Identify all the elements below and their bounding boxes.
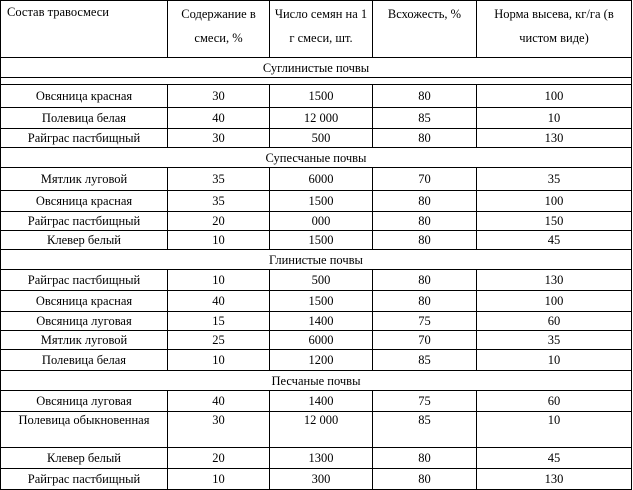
cell-germination: 85 (373, 108, 477, 129)
cell-seeds: 300 (270, 469, 373, 490)
cell-germination: 80 (373, 191, 477, 212)
cell-content: 40 (168, 391, 270, 412)
cell-rate: 45 (477, 448, 632, 469)
cell-species: Овсяница луговая (1, 312, 168, 331)
cell-rate: 130 (477, 469, 632, 490)
cell-content: 30 (168, 412, 270, 448)
table-row (1, 231, 632, 250)
cell-content: 10 (168, 350, 270, 371)
cell-species: Райграс пастбищный (1, 212, 168, 231)
section-title: Песчаные почвы (1, 371, 632, 391)
cell-germination: 80 (373, 291, 477, 312)
cell-content: 40 (168, 291, 270, 312)
table-row (1, 312, 632, 331)
header-seeds-per-gram: Число семян на 1 г смеси, шт. (270, 1, 373, 58)
cell-germination: 75 (373, 312, 477, 331)
cell-rate: 10 (477, 108, 632, 129)
table-row (1, 391, 632, 412)
cell-species: Овсяница красная (1, 191, 168, 212)
cell-seeds: 1300 (270, 448, 373, 469)
cell-rate: 100 (477, 291, 632, 312)
cell-species: Райграс пастбищный (1, 129, 168, 148)
cell-germination: 80 (373, 448, 477, 469)
cell-rate: 60 (477, 312, 632, 331)
cell-seeds: 1500 (270, 291, 373, 312)
cell-content: 15 (168, 312, 270, 331)
cell-content: 40 (168, 108, 270, 129)
table-row (1, 291, 632, 312)
table-row (1, 469, 632, 490)
table-row (1, 270, 632, 291)
header-germination: Всхожесть, % (373, 1, 477, 58)
section-title: Супесчаные почвы (1, 148, 632, 168)
table-row (1, 85, 632, 108)
cell-rate: 100 (477, 191, 632, 212)
cell-germination: 80 (373, 85, 477, 108)
cell-rate: 35 (477, 168, 632, 191)
header-content-percent: Содержание в смеси, % (168, 1, 270, 58)
cell-seeds: 000 (270, 212, 373, 231)
cell-rate: 150 (477, 212, 632, 231)
cell-seeds: 1400 (270, 312, 373, 331)
cell-germination: 80 (373, 212, 477, 231)
cell-rate: 130 (477, 129, 632, 148)
cell-content: 20 (168, 212, 270, 231)
cell-content: 35 (168, 191, 270, 212)
header-seeding-rate: Норма высева, кг/га (в чистом виде) (477, 1, 632, 58)
cell-species: Полевица белая (1, 350, 168, 371)
cell-content: 10 (168, 469, 270, 490)
table-row (1, 350, 632, 371)
cell-germination: 80 (373, 231, 477, 250)
section-row (1, 250, 632, 270)
cell-germination: 85 (373, 350, 477, 371)
header-composition: Состав травосмеси (1, 1, 168, 58)
table-row (1, 191, 632, 212)
cell-germination: 80 (373, 469, 477, 490)
cell-species: Мятлик луговой (1, 168, 168, 191)
table-row (1, 212, 632, 231)
cell-seeds: 500 (270, 270, 373, 291)
cell-species: Овсяница луговая (1, 391, 168, 412)
cell-content: 20 (168, 448, 270, 469)
cell-rate: 10 (477, 412, 632, 448)
table-row (1, 168, 632, 191)
cell-seeds: 1500 (270, 85, 373, 108)
cell-content: 25 (168, 331, 270, 350)
cell-species: Райграс пастбищный (1, 270, 168, 291)
cell-content: 35 (168, 168, 270, 191)
cell-species: Райграс пастбищный (1, 469, 168, 490)
section-row (1, 148, 632, 168)
cell-seeds: 500 (270, 129, 373, 148)
cell-seeds: 1400 (270, 391, 373, 412)
cell-germination: 70 (373, 168, 477, 191)
cell-seeds: 1500 (270, 231, 373, 250)
cell-rate: 45 (477, 231, 632, 250)
cell-seeds: 6000 (270, 331, 373, 350)
cell-germination: 75 (373, 391, 477, 412)
cell-seeds: 1200 (270, 350, 373, 371)
cell-germination: 70 (373, 331, 477, 350)
cell-germination: 80 (373, 270, 477, 291)
cell-rate: 60 (477, 391, 632, 412)
section-title: Глинистые почвы (1, 250, 632, 270)
cell-seeds: 6000 (270, 168, 373, 191)
cell-germination: 80 (373, 129, 477, 148)
cell-species: Овсяница красная (1, 85, 168, 108)
table-row (1, 108, 632, 129)
section-title: Суглинистые почвы (1, 58, 632, 78)
cell-rate: 35 (477, 331, 632, 350)
cell-rate: 130 (477, 270, 632, 291)
cell-seeds: 12 000 (270, 108, 373, 129)
cell-seeds: 1500 (270, 191, 373, 212)
header-row (1, 1, 632, 58)
cell-species: Полевица белая (1, 108, 168, 129)
cell-rate: 100 (477, 85, 632, 108)
cell-species: Овсяница красная (1, 291, 168, 312)
cell-seeds: 12 000 (270, 412, 373, 448)
table-row (1, 448, 632, 469)
cell-species: Клевер белый (1, 448, 168, 469)
table-row (1, 412, 632, 448)
cell-content: 10 (168, 270, 270, 291)
cell-rate: 10 (477, 350, 632, 371)
section-row (1, 371, 632, 391)
cell-content: 30 (168, 85, 270, 108)
table-row (1, 129, 632, 148)
cell-species: Полевица обыкновенная (1, 412, 168, 448)
cell-content: 10 (168, 231, 270, 250)
cell-species: Мятлик луговой (1, 331, 168, 350)
cell-content: 30 (168, 129, 270, 148)
cell-species: Клевер белый (1, 231, 168, 250)
table-row (1, 331, 632, 350)
cell-germination: 85 (373, 412, 477, 448)
section-row (1, 58, 632, 78)
